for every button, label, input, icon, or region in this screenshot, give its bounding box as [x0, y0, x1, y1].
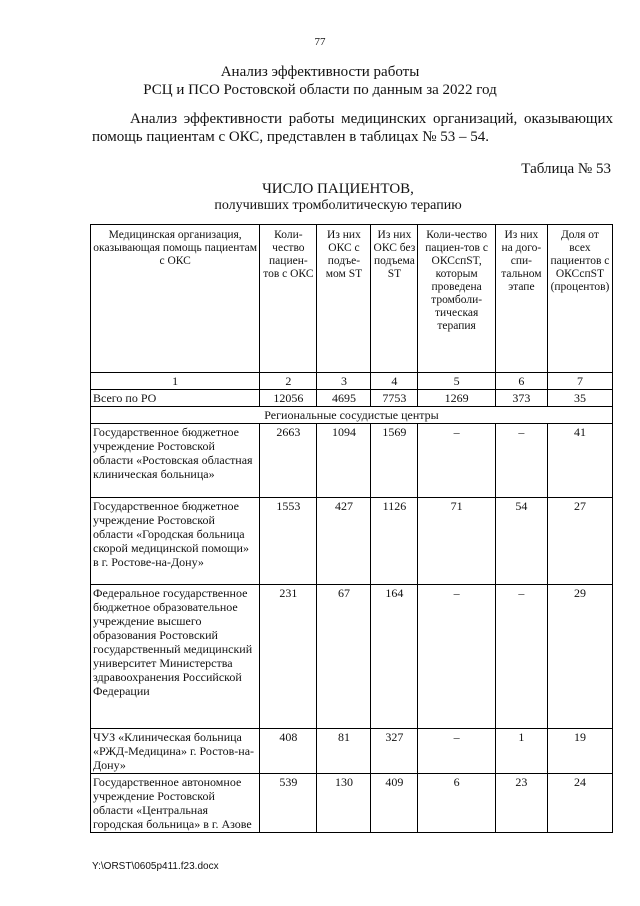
- header-prehospital: Из них на дого-спи-тальном этапе: [495, 225, 547, 373]
- total-row: [91, 390, 613, 407]
- table-row: [91, 774, 613, 833]
- column-number: 1: [91, 373, 260, 390]
- table-cell: 231: [260, 585, 317, 729]
- table-cell: 4695: [317, 390, 371, 407]
- column-number: 7: [547, 373, 612, 390]
- table-cell: 7753: [371, 390, 418, 407]
- header-share-percent: Доля от всех пациентов с ОКСспST (процентов): [547, 225, 612, 373]
- table-cell: –: [495, 424, 547, 498]
- table-cell: 1269: [418, 390, 496, 407]
- header-no-st-elevation: Из них ОКС без подъема ST: [371, 225, 418, 373]
- header-organization: Медицинская организация, оказывающая помощь пациентам с ОКС: [91, 225, 260, 373]
- table-cell: 427: [317, 498, 371, 585]
- organization-name: Государственное автономное учреждение Ростовской области «Центральная городская больница» в г. Азове: [91, 774, 260, 833]
- table-cell: –: [418, 729, 496, 774]
- table-cell: 19: [547, 729, 612, 774]
- organization-name: Государственное бюджетное учреждение Ростовской области «Городская больница скорой медицинской помощи» в г. Ростове-на-Дону»: [91, 498, 260, 585]
- table-title-line-1: ЧИСЛО ПАЦИЕНТОВ,: [262, 181, 414, 197]
- header-patients-count: Коли-чество пациен-тов с ОКС: [260, 225, 317, 373]
- section-title: Региональные сосудистые центры: [91, 407, 613, 424]
- table-row: [91, 498, 613, 585]
- table-cell: 71: [418, 498, 496, 585]
- table-cell: 24: [547, 774, 612, 833]
- table-cell: 130: [317, 774, 371, 833]
- table-cell: 409: [371, 774, 418, 833]
- intro-paragraph: Анализ эффективности работы медицинских организаций, оказывающих помощь пациентам с ОКС, представлен в таблицах № 53 – 54.: [92, 111, 613, 145]
- header-st-elevation: Из них ОКС с подъе-мом ST: [317, 225, 371, 373]
- table-cell: 29: [547, 585, 612, 729]
- table-cell: 12056: [260, 390, 317, 407]
- table-row: [91, 424, 613, 498]
- column-number-row: [91, 373, 613, 390]
- table-cell: 1094: [317, 424, 371, 498]
- organization-name: Государственное бюджетное учреждение Ростовской области «Ростовская областная клиническая больница»: [91, 424, 260, 498]
- table-row: [91, 585, 613, 729]
- table-cell: –: [418, 585, 496, 729]
- patients-table: [90, 224, 613, 833]
- table-cell: 164: [371, 585, 418, 729]
- table-cell: 2663: [260, 424, 317, 498]
- table-cell: –: [495, 585, 547, 729]
- table-cell: 35: [547, 390, 612, 407]
- report-title-line-2: РСЦ и ПСО Ростовской области по данным за 2022 год: [143, 82, 497, 98]
- table-cell: 1126: [371, 498, 418, 585]
- table-cell: 408: [260, 729, 317, 774]
- table-cell: 327: [371, 729, 418, 774]
- table-cell: 27: [547, 498, 612, 585]
- table-cell: 1553: [260, 498, 317, 585]
- total-label: Всего по РО: [91, 390, 260, 407]
- table-cell: 41: [547, 424, 612, 498]
- file-path-footer: Y:\ORST\0605p411.f23.docx: [92, 861, 219, 872]
- table-label: Таблица № 53: [521, 161, 611, 177]
- table-header-row: [91, 225, 613, 373]
- table-cell: 23: [495, 774, 547, 833]
- column-number: 6: [495, 373, 547, 390]
- table-cell: 67: [317, 585, 371, 729]
- table-cell: 81: [317, 729, 371, 774]
- table-cell: 539: [260, 774, 317, 833]
- organization-name: ЧУЗ «Клиническая больница «РЖД-Медицина» г. Ростов-на-Дону»: [91, 729, 260, 774]
- header-thrombolysis-count: Коли-чество пациен-тов с ОКСспST, которым проведена тромболи-тическая терапия: [418, 225, 496, 373]
- table-title-line-2: получивших тромболитическую терапию: [214, 198, 462, 213]
- page-number: 77: [314, 36, 326, 48]
- column-number: 4: [371, 373, 418, 390]
- section-row: [91, 407, 613, 424]
- table-cell: 54: [495, 498, 547, 585]
- table-cell: 1569: [371, 424, 418, 498]
- column-number: 2: [260, 373, 317, 390]
- table-cell: 6: [418, 774, 496, 833]
- column-number: 3: [317, 373, 371, 390]
- table-row: [91, 729, 613, 774]
- column-number: 5: [418, 373, 496, 390]
- table-cell: –: [418, 424, 496, 498]
- table-cell: 1: [495, 729, 547, 774]
- report-title-line-1: Анализ эффективности работы: [220, 64, 420, 80]
- organization-name: Федеральное государственное бюджетное образовательное учреждение высшего образования Ростовский государственный медицинский университет Министерства здравоохранения Российской Федерации: [91, 585, 260, 729]
- table-cell: 373: [495, 390, 547, 407]
